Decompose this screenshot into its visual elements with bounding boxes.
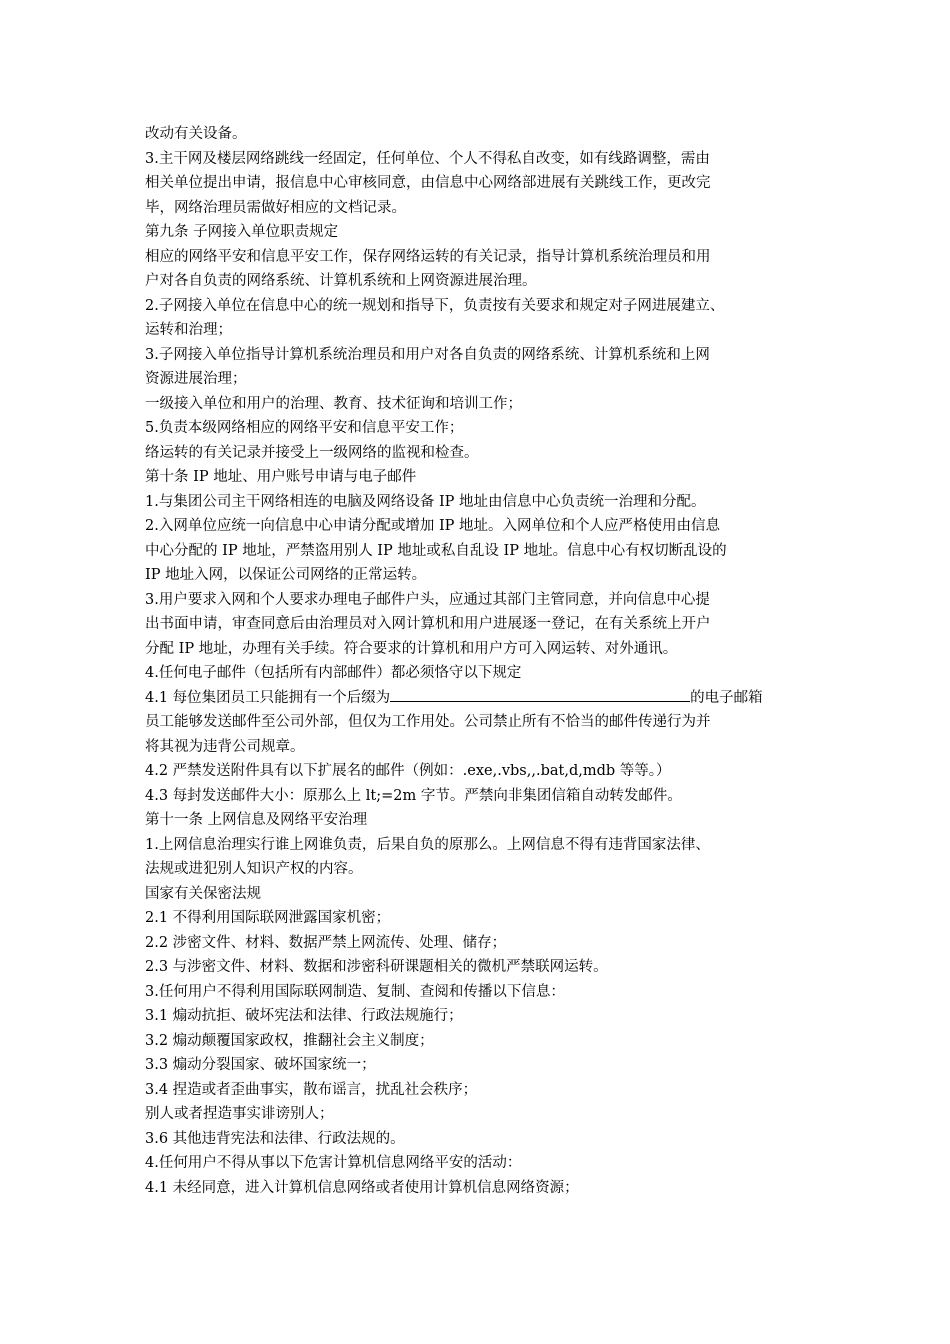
text-line: 络运转的有关记录并接受上一级网络的监视和检查。 <box>145 444 479 461</box>
text-line: 出书面申请，审查同意后由治理员对入网计算机和用户进展逐一登记，在有关系统上开户 <box>145 616 711 632</box>
text-line: 3.4 捏造或者歪曲事实，散布谣言，扰乱社会秩序； <box>145 1081 478 1098</box>
text-line: 中心分配的 IP 地址，严禁盗用别人 IP 地址或私自乱设 IP 地址。信息中心有权切断乱设的 <box>145 542 727 559</box>
text-line: 员工能够发送邮件至公司外部，但仅为工作用处。公司禁止所有不恰当的邮件传递行为并 <box>145 714 711 730</box>
text-line: 4.2 严禁发送附件具有以下扩展名的邮件（例如：.exe,.vbs,,.bat,d,mdb 等等。） <box>145 763 671 779</box>
text-line: 3.任何用户不得利用国际联网制造、复制、查阅和传播以下信息： <box>145 983 565 1000</box>
text-line: 3.2 煽动颠覆国家政权，推翻社会主义制度； <box>145 1032 434 1049</box>
text-line: 第九条 子网接入单位职责规定 <box>145 224 339 240</box>
text-line: 3.主干网及楼层网络跳线一经固定，任何单位、个人不得私自改变，如有线路调整，需由 <box>145 150 710 167</box>
text-block-2 <box>145 710 825 1200</box>
text-line: 将其视为违背公司规章。 <box>145 738 305 755</box>
text-line: 相关单位提出申请，报信息中心审核同意，由信息中心网络部进展有关跳线工作，更改完 <box>145 175 711 191</box>
text-line: 毕，网络治理员需做好相应的文档记录。 <box>145 199 406 216</box>
text-line: 2.2 涉密文件、材料、数据严禁上网流传、处理、储存； <box>145 934 507 951</box>
text-line: 2.入网单位应统一向信息中心申请分配或增加 IP 地址。入网单位和个人应严格使用由信息 <box>145 518 721 534</box>
text-line: 4.1 未经同意，进入计算机信息网络或者使用计算机信息网络资源； <box>145 1179 579 1196</box>
text-line: 4.任何电子邮件（包括所有内部邮件）都必须恪守以下规定 <box>145 665 522 681</box>
text-line: 一级接入单位和用户的治理、教育、技术征询和培训工作； <box>145 395 522 412</box>
text-line: 3.6 其他违背宪法和法律、行政法规的。 <box>145 1130 405 1147</box>
email-rule-prefix: 4.1 每位集团员工只能拥有一个后缀为 <box>145 689 391 706</box>
text-line: 3.用户要求入网和个人要求办理电子邮件户头，应通过其部门主管同意，并向信息中心提 <box>145 591 710 608</box>
text-line: 改动有关设备。 <box>145 126 247 142</box>
text-line: 运转和治理； <box>145 322 232 338</box>
email-rule-line <box>145 686 825 711</box>
text-block-1 <box>145 122 825 686</box>
text-line: 1.上网信息治理实行谁上网谁负责，后果自负的原那么。上网信息不得有违背国家法律、 <box>145 836 710 853</box>
document-body <box>145 122 825 1200</box>
text-line: 4.3 每封发送邮件大小：原那么上 lt;=2m 字节。严禁向非集团信箱自动转发邮件。 <box>145 787 682 804</box>
text-line: 1.与集团公司主干网络相连的电脑及网络设备 IP 地址由信息中心负责统一治理和分配。 <box>145 493 706 510</box>
text-line: 第十一条 上网信息及网络平安治理 <box>145 812 368 828</box>
text-line: 相应的网络平安和信息平安工作，保存网络运转的有关记录，指导计算机系统治理员和用 <box>145 248 711 265</box>
text-line: 别人或者捏造事实诽谤别人； <box>145 1106 334 1122</box>
email-suffix-blank <box>390 687 690 702</box>
text-line: 4.任何用户不得从事以下危害计算机信息网络平安的活动： <box>145 1155 522 1171</box>
text-line: 户对各自负责的网络系统、计算机系统和上网资源进展治理。 <box>145 273 537 289</box>
text-line: 国家有关保密法规 <box>145 885 261 902</box>
text-line: 5.负责本级网络相应的网络平安和信息平安工作； <box>145 420 464 436</box>
text-line: 法规或进犯别人知识产权的内容。 <box>145 861 363 877</box>
text-line: 3.1 煽动抗拒、破坏宪法和法律、行政法规施行； <box>145 1008 463 1024</box>
text-line: 2.子网接入单位在信息中心的统一规划和指导下，负责按有关要求和规定对子网进展建立、 <box>145 297 725 314</box>
text-line: 第十条 IP 地址、用户账号申请与电子邮件 <box>145 469 417 485</box>
email-rule-suffix: 的电子邮箱 <box>690 689 763 706</box>
text-line: 分配 IP 地址，办理有关手续。符合要求的计算机和用户方可入网运转、对外通讯。 <box>145 640 678 657</box>
text-line: 2.1 不得利用国际联网泄露国家机密； <box>145 910 391 926</box>
text-line: 2.3 与涉密文件、材料、数据和涉密科研课题相关的微机严禁联网运转。 <box>145 959 608 975</box>
text-line: 资源进展治理； <box>145 371 247 387</box>
text-line: 3.3 煽动分裂国家、破坏国家统一； <box>145 1057 376 1073</box>
text-line: 3.子网接入单位指导计算机系统治理员和用户对各自负责的网络系统、计算机系统和上网 <box>145 346 710 363</box>
text-line: IP 地址入网，以保证公司网络的正常运转。 <box>145 567 427 583</box>
